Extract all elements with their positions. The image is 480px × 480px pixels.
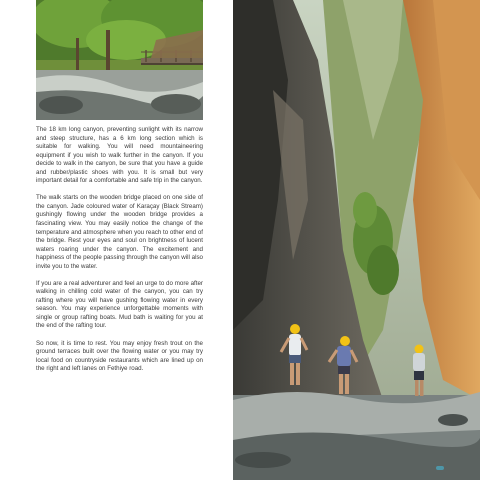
paragraph-3: If you are a real adventurer and feel an urge to do more after walking in chilling cold water of the canyon, you can try rafting where you will have gushing flowing water in every season. You may experience unforgettable moments with single or group rafting boats. Mud bath is waiting for you at the end of the rafting tour. xyxy=(36,279,203,330)
left-page xyxy=(0,0,233,480)
wooden-bridge-photo xyxy=(36,0,203,120)
paragraph-2: The walk starts on the wooden bridge placed on one side of the canyon. Jade coloured water of Karaçay (Black Stream) gushingly flowing under the wooden bridge provides a fascinating view. You may easily notice the change of the temperature and atmosphere when you reach to other end of the bridge. Rest your eyes and soul on brightness of lucent waters roaring under the canyon. The excitement and happiness of the people passing through the canyon will also invite you to the water. xyxy=(36,194,203,270)
canyon-photo xyxy=(233,0,480,480)
watermark xyxy=(433,466,444,470)
paragraph-4: So now, it is time to rest. You may enjoy fresh trout on the ground terraces built over the flowing water or you may try local food on countryside restaurants which are lined up on the right and left lanes on Fethiye road. xyxy=(36,339,203,373)
watermark-logo xyxy=(436,466,444,470)
paragraph-1: The 18 km long canyon, preventing sunlight with its narrow and steep structure, has a 6 km long section which is suitable for walking. You will need mountaineering equipment if you wish to walk further in the canyon. If you decide to walk in the canyon, be sure that you have a guide and rubber/plastic shoes with you. It is small but very important detail for a comfortable and safe trip in the canyon. xyxy=(36,126,203,185)
article-body xyxy=(36,126,203,382)
canyon-photo-svg xyxy=(233,0,480,480)
bridge-photo-svg xyxy=(36,0,203,120)
